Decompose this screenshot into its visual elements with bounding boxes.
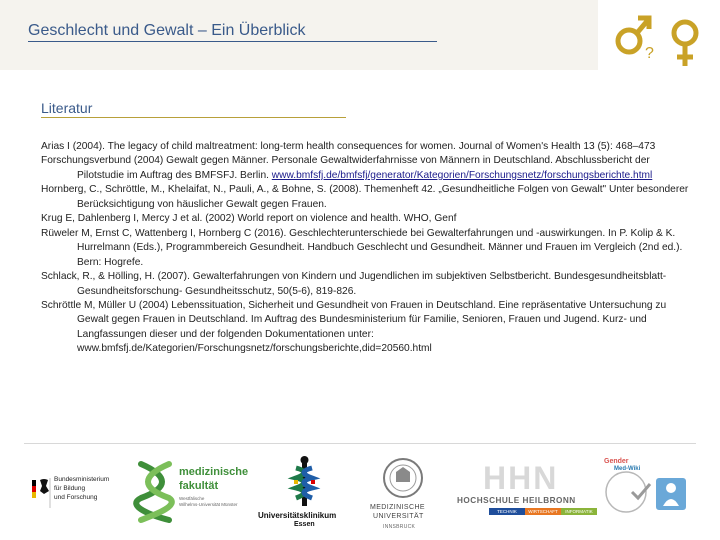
reference-item bbox=[41, 183, 691, 212]
med-faculty-name-1: medizinische bbox=[179, 466, 249, 478]
uk-essen-city: Essen bbox=[294, 521, 315, 528]
hhn-bar-informatik: INFORMATIK bbox=[561, 508, 597, 515]
reference-text: Schröttle M, Müller U (2004) Lebenssituation, Sicherheit und Gesundheit von Frauen in Deutschland. Eine repräsentative Untersuchung zu Gewalt gegen Frauen in Deutschland. Im Auftrag des Bundesministerium für Familie, Senioren, Frauen und Jugend. Kurz- und Langfassungen dieser und der folgenden Dokumentationen unter: www.bmfsfj.de/Kategorien/Forschungsnetz/forschungsberichte,did=20560.html bbox=[41, 299, 667, 355]
section-heading: Literatur bbox=[41, 100, 346, 118]
mui-logo bbox=[368, 456, 438, 536]
reference-list bbox=[41, 140, 691, 357]
gender-med-wiki-label-2: Med-Wiki bbox=[614, 466, 641, 472]
slide-title: Geschlecht und Gewalt – Ein Überblick bbox=[28, 22, 437, 42]
female-symbol-icon bbox=[674, 22, 696, 66]
med-faculty-name-2: fakultät bbox=[179, 480, 219, 492]
gender-med-wiki-label-1: Gender bbox=[604, 458, 629, 465]
university-seal-icon bbox=[368, 456, 438, 502]
hhn-color-bar bbox=[489, 508, 597, 515]
uk-essen-logo bbox=[256, 454, 352, 534]
mui-line-2: UNIVERSITÄT bbox=[373, 513, 424, 520]
bmbf-line-3: und Forschung bbox=[54, 494, 98, 501]
reference-text: Forschungsverbund (2004) Gewalt gegen Männer. Personale Gewaltwiderfahrnisse von Männern in Deutschland. Abschlussbericht der Pilotstudie im Auftrag des BMFSFJ. Berlin. bbox=[41, 155, 650, 181]
aesculapius-icon bbox=[256, 454, 352, 508]
gender-med-wiki-logo bbox=[600, 456, 690, 522]
reference-item bbox=[41, 212, 691, 226]
reference-item bbox=[41, 227, 691, 270]
reference-item bbox=[41, 154, 691, 183]
reference-link[interactable]: www.bmfsfj.de/bmfsfj/generator/Kategorien/Forschungsnetz/forschungsberichte.html bbox=[271, 169, 653, 181]
reference-item bbox=[41, 140, 691, 154]
question-mark-icon: ? bbox=[645, 45, 654, 62]
reference-text: Arias I (2004). The legacy of child maltreatment: long-term health consequences for women. Journal of Women's Health 13 (5): 468–473 bbox=[41, 141, 656, 152]
reference-text: Hornberg, C., Schröttle, M., Khelaifat, N., Pauli, A., & Bohne, S. (2008). Themenheft 42. „Gesundheitliche Folgen von Gewalt" Unter besonderer Berücksichtigung von häuslicher Gewalt gegen Frauen. bbox=[41, 184, 689, 210]
hhn-bar-technik: TECHNIK bbox=[489, 508, 525, 515]
hhn-logo bbox=[455, 460, 597, 520]
med-faculty-sub-1: Westfälische bbox=[179, 496, 205, 501]
hhn-letters: HHN bbox=[483, 460, 559, 496]
hhn-name: HOCHSCHULE HEILBRONN bbox=[457, 496, 576, 505]
bmbf-line-2: für Bildung bbox=[54, 485, 86, 492]
dna-helix-icon bbox=[133, 458, 177, 524]
mui-line-3: INNSBRUCK bbox=[383, 524, 416, 530]
med-faculty-sub-2: Wilhelms-Universität Münster bbox=[179, 502, 238, 507]
reference-text: Krug E, Dahlenberg I, Mercy J et al. (2002) World report on violence and health. WHO, Genf bbox=[41, 213, 457, 225]
reference-item bbox=[41, 299, 691, 357]
bmbf-logo bbox=[30, 456, 125, 531]
uk-essen-name: Universitätsklinikum bbox=[258, 511, 337, 520]
med-faculty-logo bbox=[133, 458, 249, 524]
gender-symbols-graphic bbox=[600, 0, 720, 70]
hhn-bar-wirtschaft: WIRTSCHAFT bbox=[525, 508, 561, 515]
bmbf-line-1: Bundesministerium bbox=[54, 476, 110, 483]
gender-symbols bbox=[600, 0, 720, 70]
reference-text: Schlack, R., & Hölling, H. (2007). Gewalterfahrungen von Kindern und Jugendlichen im subjektiven Selbstbericht. Bundesgesundheitsblatt-Gesundheitsforschung- Gesundheitsschutz, 50(5-6), 819-826. bbox=[41, 271, 667, 297]
logo-strip bbox=[0, 446, 720, 540]
mui-line-1: MEDIZINISCHE bbox=[370, 504, 425, 511]
reference-text: Rüweler M, Ernst C, Wattenberg I, Hornberg C (2016). Geschlechterunterschiede bei Gewalterfahrungen und -auswirkungen. In P. Kolip & K. Hurrelmann (Eds.), Programmbereich Gesundheit. Handbuch Geschlecht und Gesundheit. Männer und Frauen im Vergleich (2nd ed.). Bern: Hogrefe. bbox=[41, 227, 683, 268]
reference-item bbox=[41, 270, 691, 299]
footer-divider bbox=[24, 443, 696, 444]
gender-med-wiki-graphic bbox=[600, 456, 690, 522]
